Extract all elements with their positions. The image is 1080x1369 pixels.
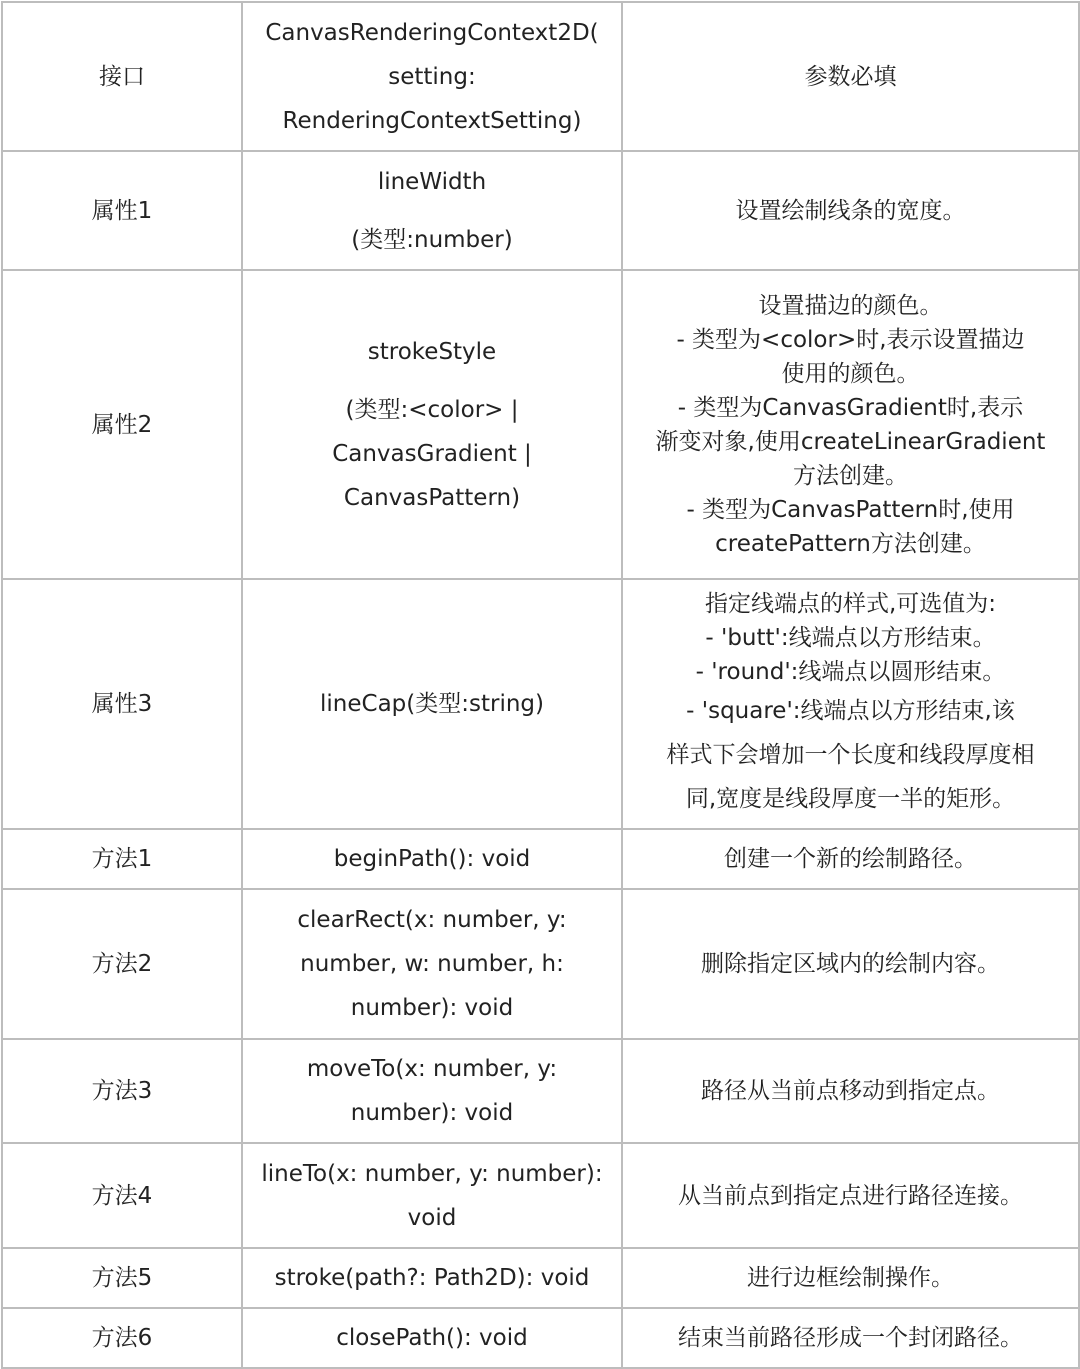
- interface-cell: 方法2: [2, 889, 242, 1039]
- interface-cell: 属性2: [2, 270, 242, 579]
- name-cell: clearRect(x: number, y: number, w: number, h: number): void: [242, 889, 622, 1039]
- table-row: [2, 579, 1079, 829]
- description-cell: 从当前点到指定点进行路径连接。: [622, 1143, 1079, 1248]
- table-row: [2, 151, 1079, 270]
- name-cell: lineCap(类型:string): [242, 579, 622, 829]
- table-row: [2, 2, 1079, 151]
- interface-cell: 方法4: [2, 1143, 242, 1248]
- description-cell: 设置绘制线条的宽度。: [622, 151, 1079, 270]
- table-row: [2, 1308, 1079, 1368]
- description-cell: 删除指定区域内的绘制内容。: [622, 889, 1079, 1039]
- interface-cell: 方法6: [2, 1308, 242, 1368]
- name-cell: lineWidth (类型:number): [242, 151, 622, 270]
- table-row: [2, 270, 1079, 579]
- name-cell: beginPath(): void: [242, 829, 622, 889]
- description-cell: 路径从当前点移动到指定点。: [622, 1039, 1079, 1143]
- name-cell: lineTo(x: number, y: number): void: [242, 1143, 622, 1248]
- description-cell: 创建一个新的绘制路径。: [622, 829, 1079, 889]
- name-cell: stroke(path?: Path2D): void: [242, 1248, 622, 1308]
- table-row: [2, 889, 1079, 1039]
- interface-cell: 方法5: [2, 1248, 242, 1308]
- table-row: [2, 1039, 1079, 1143]
- name-cell: closePath(): void: [242, 1308, 622, 1368]
- description-cell: 进行边框绘制操作。: [622, 1248, 1079, 1308]
- interface-cell: 属性3: [2, 579, 242, 829]
- description-cell: 结束当前路径形成一个封闭路径。: [622, 1308, 1079, 1368]
- description-cell: 参数必填: [622, 2, 1079, 151]
- interface-cell: 方法1: [2, 829, 242, 889]
- name-cell: CanvasRenderingContext2D( setting: RenderingContextSetting): [242, 2, 622, 151]
- interface-cell: 方法3: [2, 1039, 242, 1143]
- description-cell: 设置描边的颜色。 - 类型为<color>时,表示设置描边 使用的颜色。 - 类型为CanvasGradient时,表示 渐变对象,使用createLinearGradient 方法创建。 - 类型为CanvasPattern时,使用 createPattern方法创建。: [622, 270, 1079, 579]
- table-row: [2, 1248, 1079, 1308]
- name-cell: strokeStyle (类型:<color> | CanvasGradient | CanvasPattern): [242, 270, 622, 579]
- table-row: [2, 1143, 1079, 1248]
- table-row: [2, 829, 1079, 889]
- api-table: [1, 1, 1080, 1369]
- interface-cell: 属性1: [2, 151, 242, 270]
- description-cell: 指定线端点的样式,可选值为: - 'butt':线端点以方形结束。 - 'round':线端点以圆形结束。 - 'square':线端点以方形结束,该 样式下会增加一个长度和线段厚度相 同,宽度是线段厚度一半的矩形。: [622, 579, 1079, 829]
- interface-cell: 接口: [2, 2, 242, 151]
- name-cell: moveTo(x: number, y: number): void: [242, 1039, 622, 1143]
